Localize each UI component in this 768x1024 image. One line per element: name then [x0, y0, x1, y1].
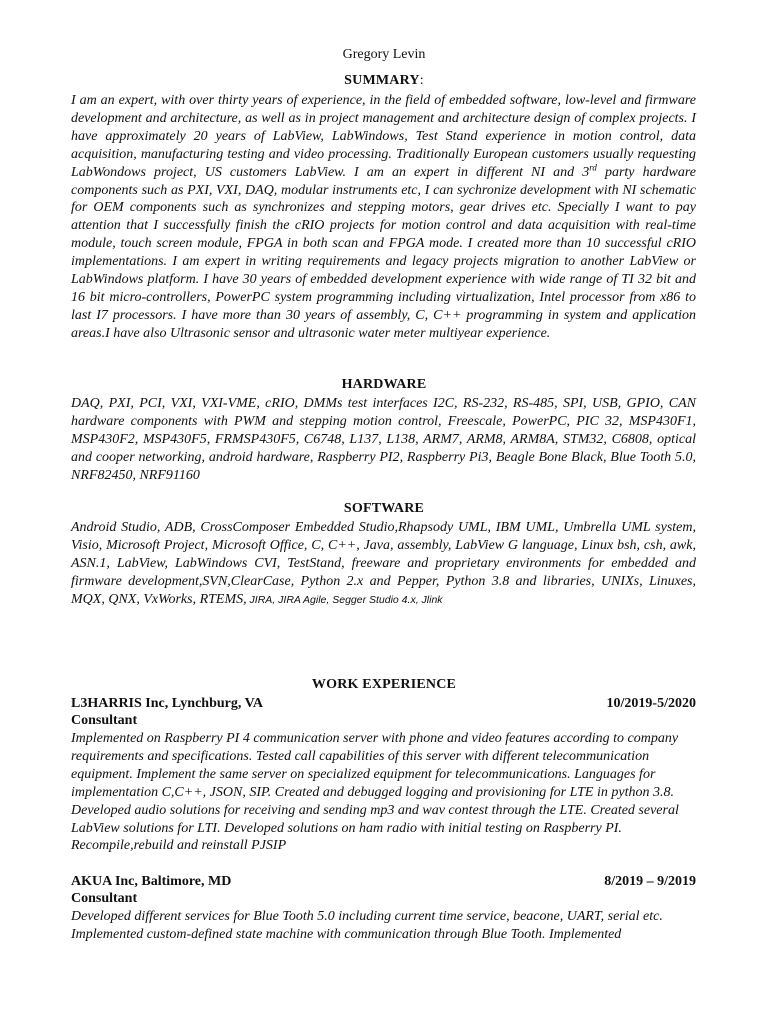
job-description: Implemented on Raspberry PI 4 communication server with phone and video features according to company requirements and specifications. Tested call capabilities of this server with different telecommunication equipment. Implement the same server on specialized equipment for telecommunications. Languages for implementation C,C++, JSON, SIP. Created and debugged logging and provisioning for LTE in python 3.8. Developed audio solutions for receiving and sending mp3 and wav contest through the LTE. Created several LabView solutions for LTI. Developed solutions on ham radio with initial testing on Raspberry PI. Recompile,rebuild and reinstall PJSIP — [71, 731, 679, 854]
software-text-tail: JIRA, JIRA Agile, Segger Studio 4.x, Jlink — [246, 593, 443, 606]
summary-heading-label: SUMMARY — [344, 73, 420, 88]
summary-heading — [0, 72, 768, 90]
job-header — [71, 695, 696, 713]
job-company: AKUA Inc, Baltimore, MD — [71, 874, 232, 889]
job-title: Consultant — [71, 713, 138, 728]
job-description: Developed different services for Blue Tooth 5.0 including current time service, beacone, UART, serial etc. Implemented custom-defined state machine with communication through Blue Tooth. Implemented — [71, 909, 663, 942]
software-text-main: Android Studio, ADB, CrossComposer Embedded Studio,Rhapsody UML, IBM UML, Umbrella UML system, Visio, Microsoft Project, Microsoft Office, C, C++, Java, assembly, LabView G language, Linux bsh, csh, awk, ASN.1, LabView, LabWindows CVI, TestStand, freeware and proprietary environments for embedded and firmware development,SVN,ClearCase, Python 2.x and Pepper, Python 3.8 and libraries, UNIXs, Linuxes, MQX, QNX, VxWorks, RTEMS, — [71, 520, 696, 607]
job-dates: 8/2019 – 9/2019 — [604, 874, 696, 889]
job-header — [71, 873, 696, 891]
hardware-text: DAQ, PXI, PCI, VXI, VXI-VME, cRIO, DMMs test interfaces I2C, RS-232, RS-485, SPI, USB, GPIO, CAN hardware components with PWM and stepping motion control, Freescale, PowerPC, PIC 32, MSP430F1, MSP430F2, MSP430F5, FRMSP430F5, C6748, L137, L138, ARM7, ARM8, ARM8A, STM32, C6808, optical and cooper networking, android hardware, Raspberry PI2, Raspberry Pi3, Beagle Bone Black, Blue Tooth 5.0, NRF82450, NRF91160 — [71, 396, 696, 483]
summary-text-part-2: party hardware components such as PXI, VXI, DAQ, modular instruments etc, I can sychronize development with NI schematic for OEM components such as synchronizes and stepping motors, gear drives etc. Specially I want to pay attention that I successfully finish the cRIO projects for motion control and data acquisition with real-time module, touch screen module, FPGA in both scan and FPGA mode. I created more than 10 successful cRIO implementations. I am expert in writing requirements and legacy projects migration to another LabView or LabWindows platform. I have 30 years of embedded development experience with wide range of TI 32 bit and 16 bit micro-controllers, PowerPC system programming including virtualization, Intel processor from x86 to last I7 processors. I have more than 30 years of assembly, C, C++ programming in system and application areas.I have also Ultrasonic sensor and ultrasonic water meter multiyear experience. — [71, 164, 696, 341]
job-dates: 10/2019-5/2020 — [606, 696, 696, 711]
software-heading: SOFTWARE — [343, 501, 425, 516]
job-title: Consultant — [71, 891, 138, 906]
summary-heading-colon: : — [419, 73, 424, 88]
work-experience-heading: WORK EXPERIENCE — [311, 677, 457, 692]
summary-superscript: rd — [589, 161, 597, 172]
job-company: L3HARRIS Inc, Lynchburg, VA — [71, 696, 264, 711]
hardware-heading: HARDWARE — [341, 377, 427, 392]
software-text — [71, 519, 696, 610]
candidate-name: Gregory Levin — [342, 47, 426, 62]
summary-text — [71, 92, 696, 343]
summary-text-part-1: I am an expert, with over thirty years of experience, in the field of embedded software, low-level and firmware development and architecture, as well as in project management and architecture design of complex projects. I have approximately 20 years of LabView, LabWindows, Test Stand experience in motion control, data acquisition, manufacturing testing and video processing. Traditionally European customers usually requesting LabWondows project, US customers LabView. I am an expert in different NI and 3 — [71, 93, 696, 180]
